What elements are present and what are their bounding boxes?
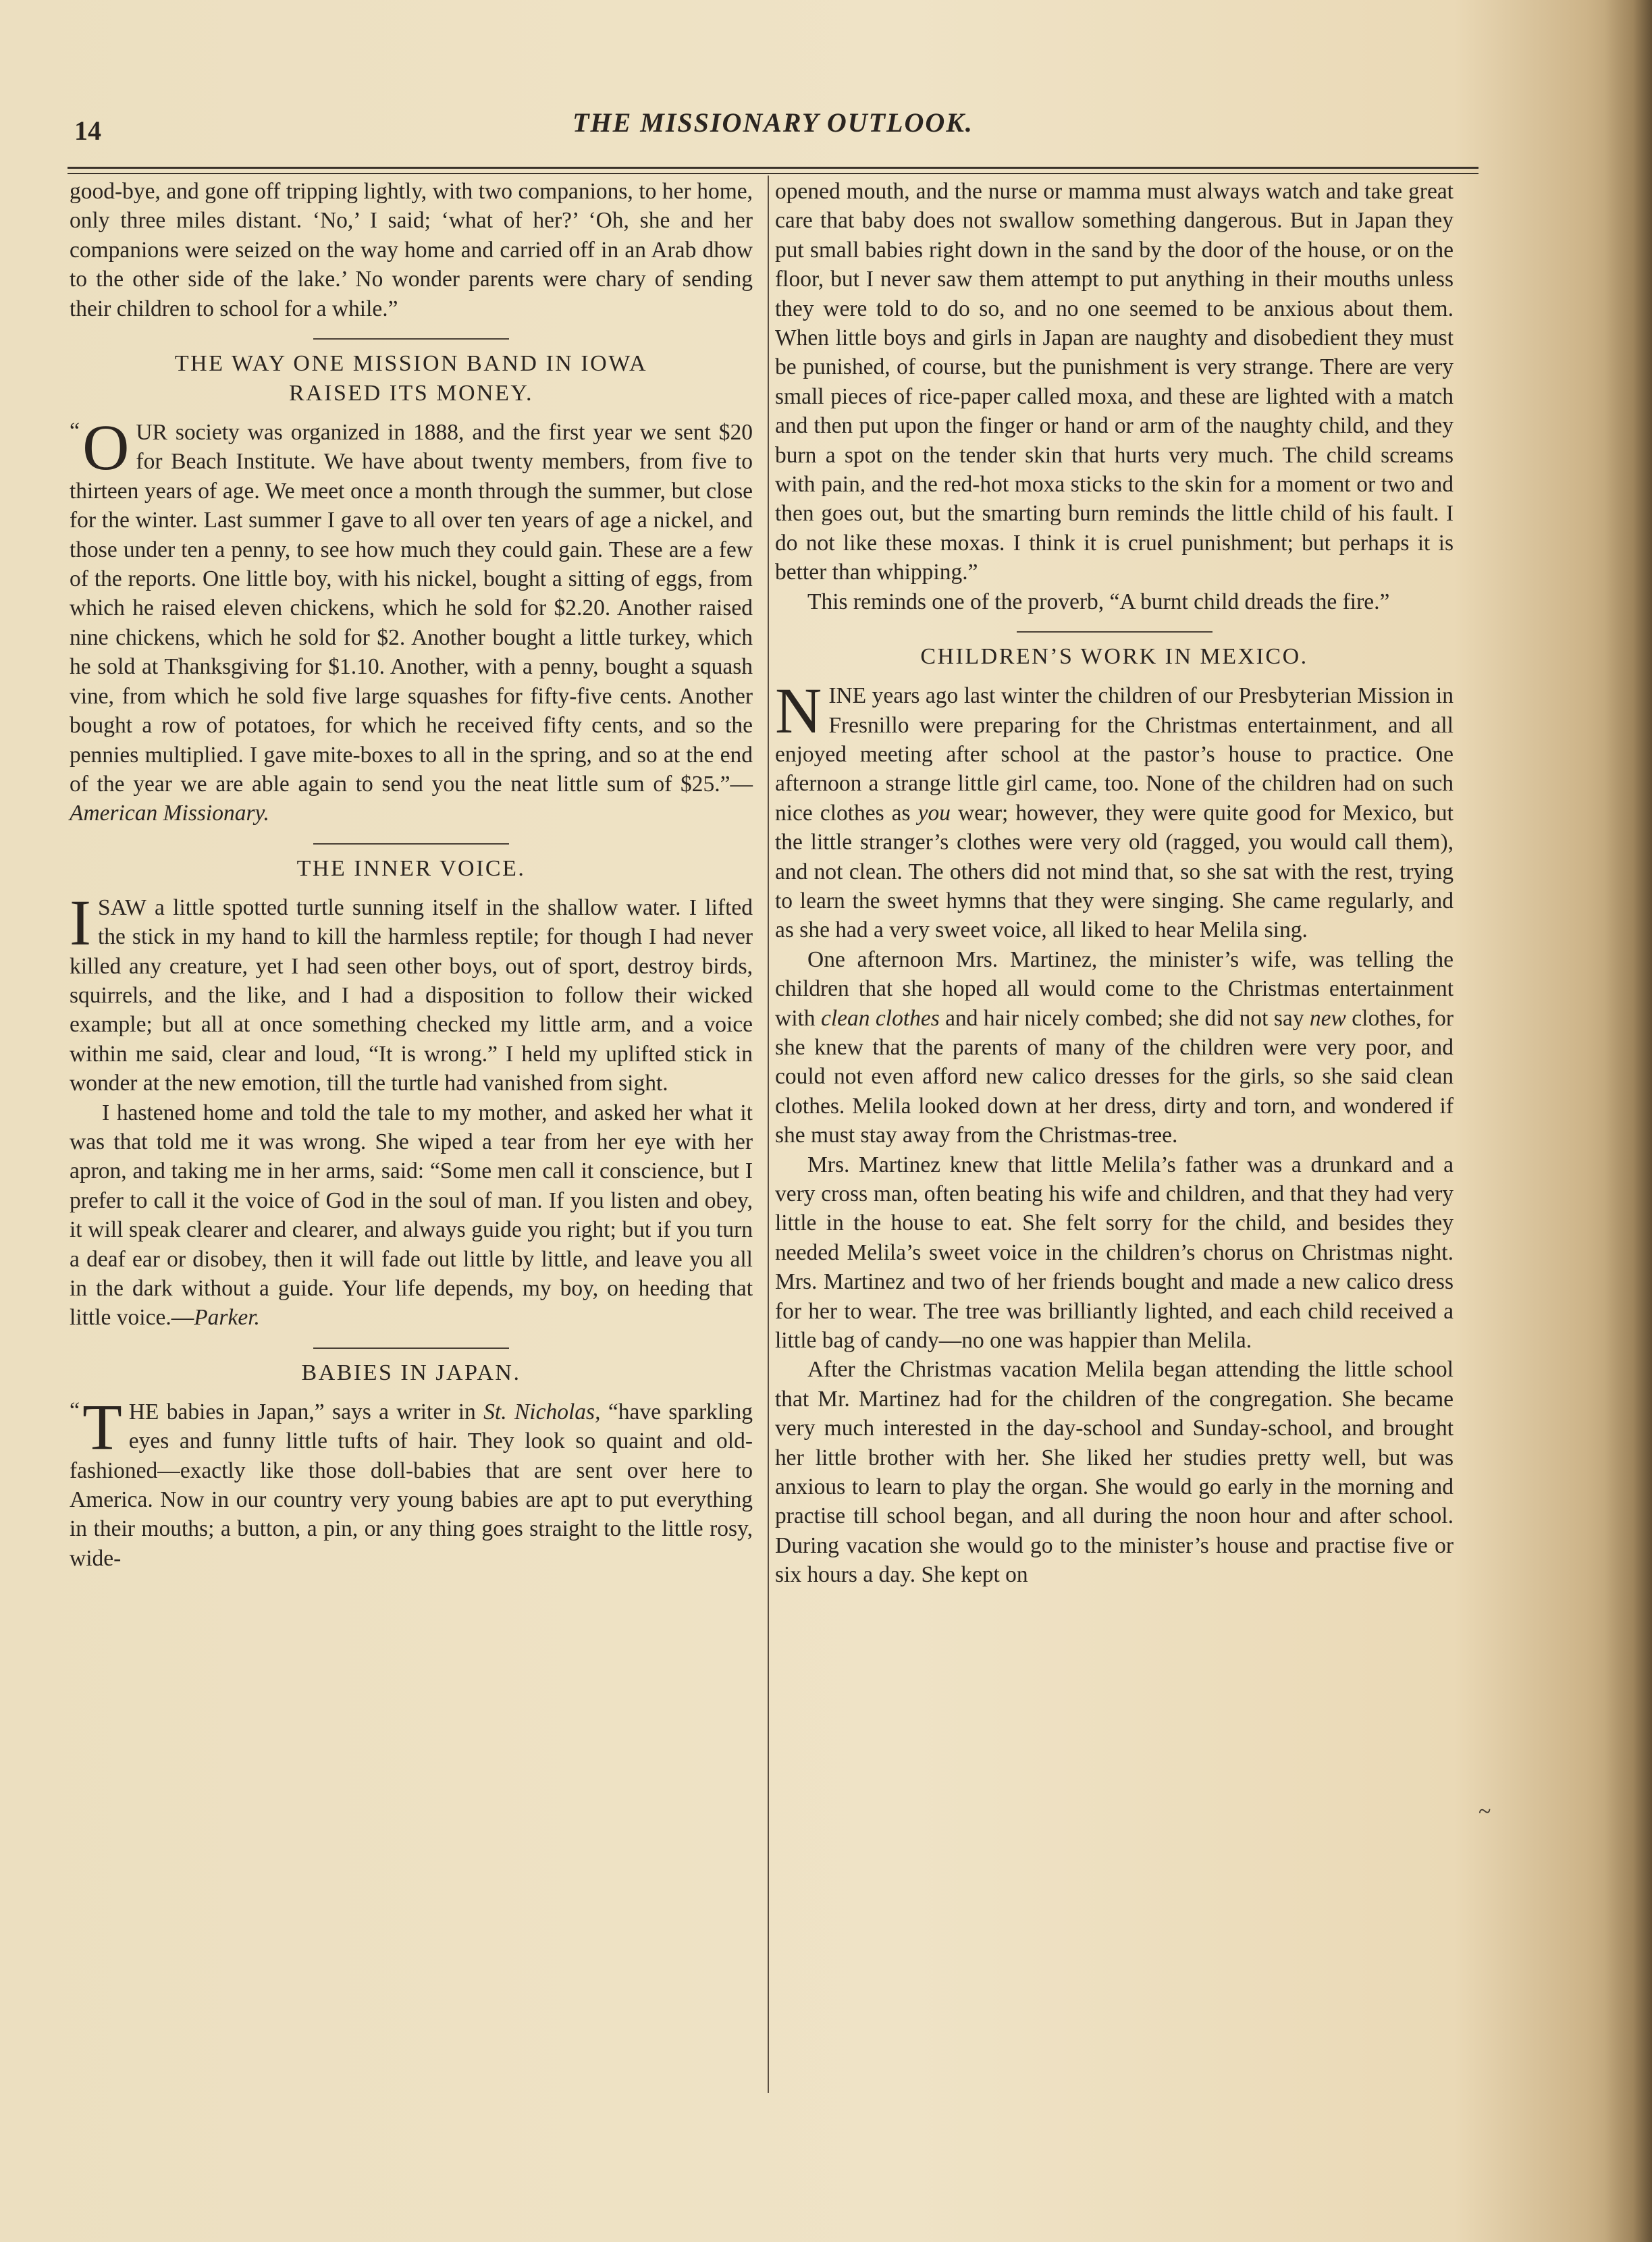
lead-word: INE [828, 683, 867, 709]
paragraph-text: One afternoon Mrs. Martinez, the minister’s wife, was telling the children that she hoped all would come to the Christmas entertainment with [775, 946, 1454, 1031]
paragraph: opened mouth, and the nurse or mamma must always watch and take great care that baby does not swallow something dangerous. But in Japan they put small babies right down in the sand by the door of the house, or on the floor, but I never saw them attempt to put anything in their mouths unless they were told to do so, and no one seemed to be anxious about them. When little boys and girls in Japan are naughty and disobedient they must be punished, of course, but the punishment is very strange. There are very small pieces of rice-paper called moxa, and these are lighted with a match and then put upon the finger or hand or arm of the naughty child, and they burn a spot on the tender skin that hurts very much. The child screams with pain, and the red-hot moxa sticks to the skin for a moment or two and then goes out, but the smarting burn reminds the little child of his fault. I do not like these moxas. I think it is cruel punishment; but perhaps it is better than whipping.” [775, 179, 1454, 585]
section-title-babies-japan: BABIES IN JAPAN. [301, 1360, 521, 1385]
paragraph [70, 1390, 753, 1573]
lead-word: HE [128, 1399, 159, 1424]
section-title-mexico: CHILDREN’S WORK IN MEXICO. [920, 644, 1308, 670]
right-column [775, 177, 1454, 1590]
emphasis: clean clothes [820, 1005, 940, 1031]
page-number: 14 [74, 115, 101, 146]
paragraph [775, 674, 1454, 945]
lead-word: UR [136, 420, 167, 446]
paragraph-text: babies in Japan,” says a writer in [159, 1399, 484, 1424]
lead-word: SAW [97, 895, 146, 920]
section-divider [313, 843, 509, 845]
drop-cap: I [70, 886, 91, 959]
section-title-line: RAISED ITS MONEY. [288, 381, 534, 406]
source-credit: American Missionary. [70, 801, 269, 826]
section-divider [313, 1347, 509, 1349]
running-head: THE MISSIONARY OUTLOOK. [572, 107, 974, 138]
column-rule [768, 176, 769, 2093]
open-quote: “ [70, 419, 80, 444]
paragraph: Mrs. Martinez knew that little Melila’s father was a drunkard and a very cross man, often beating his wife and children, and that they had very little in the house to eat. She felt sorry for the child, and besides they needed Melila’s sweet voice in the children’s chorus on Christmas night. Mrs. Martinez and two of her friends bought and made a new calico dress for her to wear. The tree was brilliantly lighted, and each child received a little bag of candy—no one was happier than Melila. [775, 1152, 1454, 1354]
paragraph: After the Christmas vacation Melila began attending the little school that Mr. Martinez had for the children of the congregation. She became very much interested in the day-school and Sunday-school, and brought her little brother with her. She liked her studies pretty well, but was anxious to learn to play the organ. She would go early in the morning and practise till school began, and all during the noon hour and after school. During vacation she would go to the minister’s house and practise five or six hours a day. She kept on [775, 1357, 1454, 1588]
paragraph [70, 886, 753, 1098]
section-divider [1017, 631, 1213, 633]
header-rule-thin [68, 173, 1478, 174]
paragraph-text: years ago last winter the children of our Presbyterian Mission in Fresnillo were preparing for the Christmas entertainment, and all enjoyed meeting after school at the pastor’s house to practice. One afternoon a strange little girl came, too. None of the children had on such nice clothes as [775, 683, 1454, 826]
paragraph: This reminds one of the proverb, “A burnt child dreads the fire.” [807, 589, 1390, 614]
paragraph [70, 1098, 753, 1333]
section-title-line: THE WAY ONE MISSION BAND IN IOWA [174, 351, 648, 377]
paragraph [775, 945, 1454, 1150]
magazine-name: St. Nicholas, [483, 1399, 601, 1424]
left-column [70, 177, 753, 1573]
margin-mark: ~ [1478, 1799, 1491, 1824]
open-quote: “ [70, 1397, 80, 1423]
paragraph: good-bye, and gone off tripping lightly, with two companions, to her home, only three miles distant. ‘No,’ I said; ‘what of her?’ ‘Oh, she and her companions were seized on the way home and carried off in an Arab dhow to the other side of the lake.’ No wonder parents were chary of sending their children to school for a while.” [70, 179, 753, 321]
header-rule [68, 167, 1478, 169]
source-credit: Parker. [194, 1305, 260, 1331]
paragraph-text: I hastened home and told the tale to my mother, and asked her what it was that told me it was wrong. She wiped a tear from her eye with her apron, and taking me in her arms, said: “Some men call it conscience, but I prefer to call it the voice of God in the soul of man. If you listen and obey, it will speak clearer and clearer, and always guide you right; but if you turn a deaf ear or disobey, then it will fade out little by little, and leave you all in the dark without a guide. Your life depends, my boy, on heeding that little voice.— [70, 1100, 753, 1331]
section-title-mission-band [70, 349, 753, 408]
paragraph-text: “have sparkling eyes and funny little tufts of hair. They look so quaint and old-fashioned—exactly like those doll-babies that are sent over here to America. Now in our country very young babies are apt to put everything in their mouths; a button, a pin, or any thing goes straight to the little rosy, wide- [70, 1399, 753, 1571]
drop-cap: N [775, 674, 822, 747]
paragraph [70, 411, 753, 828]
paragraph-text: clothes, for she knew that the parents of many of the children were very poor, and could not even afford new calico dresses for the girls, so she said clean clothes. Melila looked down at her dress, dirty and torn, and wondered if she must stay away from the Christmas-tree. [775, 1005, 1454, 1148]
emphasis: you [917, 800, 951, 826]
page-edge-shadow [1605, 0, 1652, 2242]
paragraph-text: a little spotted turtle sunning itself in the shallow water. I lifted the stick in my hand to kill the harmless reptile; for though I had never killed any creature, yet I had seen other boys, out of sport, destroy birds, squirrels, and the like, and I had a disposition to follow their wicked example; but all at once something checked my little arm, and a voice within me said, clear and loud, “It is wrong.” I held my uplifted stick in wonder at the new emotion, till the turtle had vanished from sight. [70, 895, 753, 1096]
emphasis: new [1309, 1005, 1346, 1031]
drop-cap: O [82, 411, 130, 484]
paragraph-text: and hair nicely combed; she did not say [939, 1005, 1310, 1031]
drop-cap: T [82, 1390, 122, 1463]
section-title-inner-voice: THE INNER VOICE. [296, 855, 526, 881]
paragraph-text: wear; however, they were quite good for Mexico, but the little stranger’s clothes were very old (ragged, you would call them), and not clean. The others did not mind that, so she sat with the rest, trying to learn the sweet hymns that they were singing. She came regularly, and as she had a very sweet voice, all liked to hear Melila sing. [775, 800, 1454, 943]
paragraph-text: society was organized in 1888, and the first year we sent $20 for Beach Institute. We have about twenty members, from five to thirteen years of age. We meet once a month through the summer, but close for the winter. Last summer I gave to all over ten years of age a nickel, and those under ten a penny, to see how much they could gain. These are a few of the reports. One little boy, with his nickel, bought a sitting of eggs, from which he raised eleven chickens, which he sold for $2.20. Another raised nine chickens, which he sold for $2. Another bought a little turkey, which he sold at Thanksgiving for $1.10. Another, with a penny, bought a squash vine, from which he sold five large squashes for fifty-five cents. Another bought a row of potatoes, for which he received fifty cents, and so the pennies multiplied. I gave mite-boxes to all in the spring, and so at the end of the year we are able again to send you the neat little sum of $25.”— [70, 420, 753, 797]
section-divider [313, 338, 509, 340]
